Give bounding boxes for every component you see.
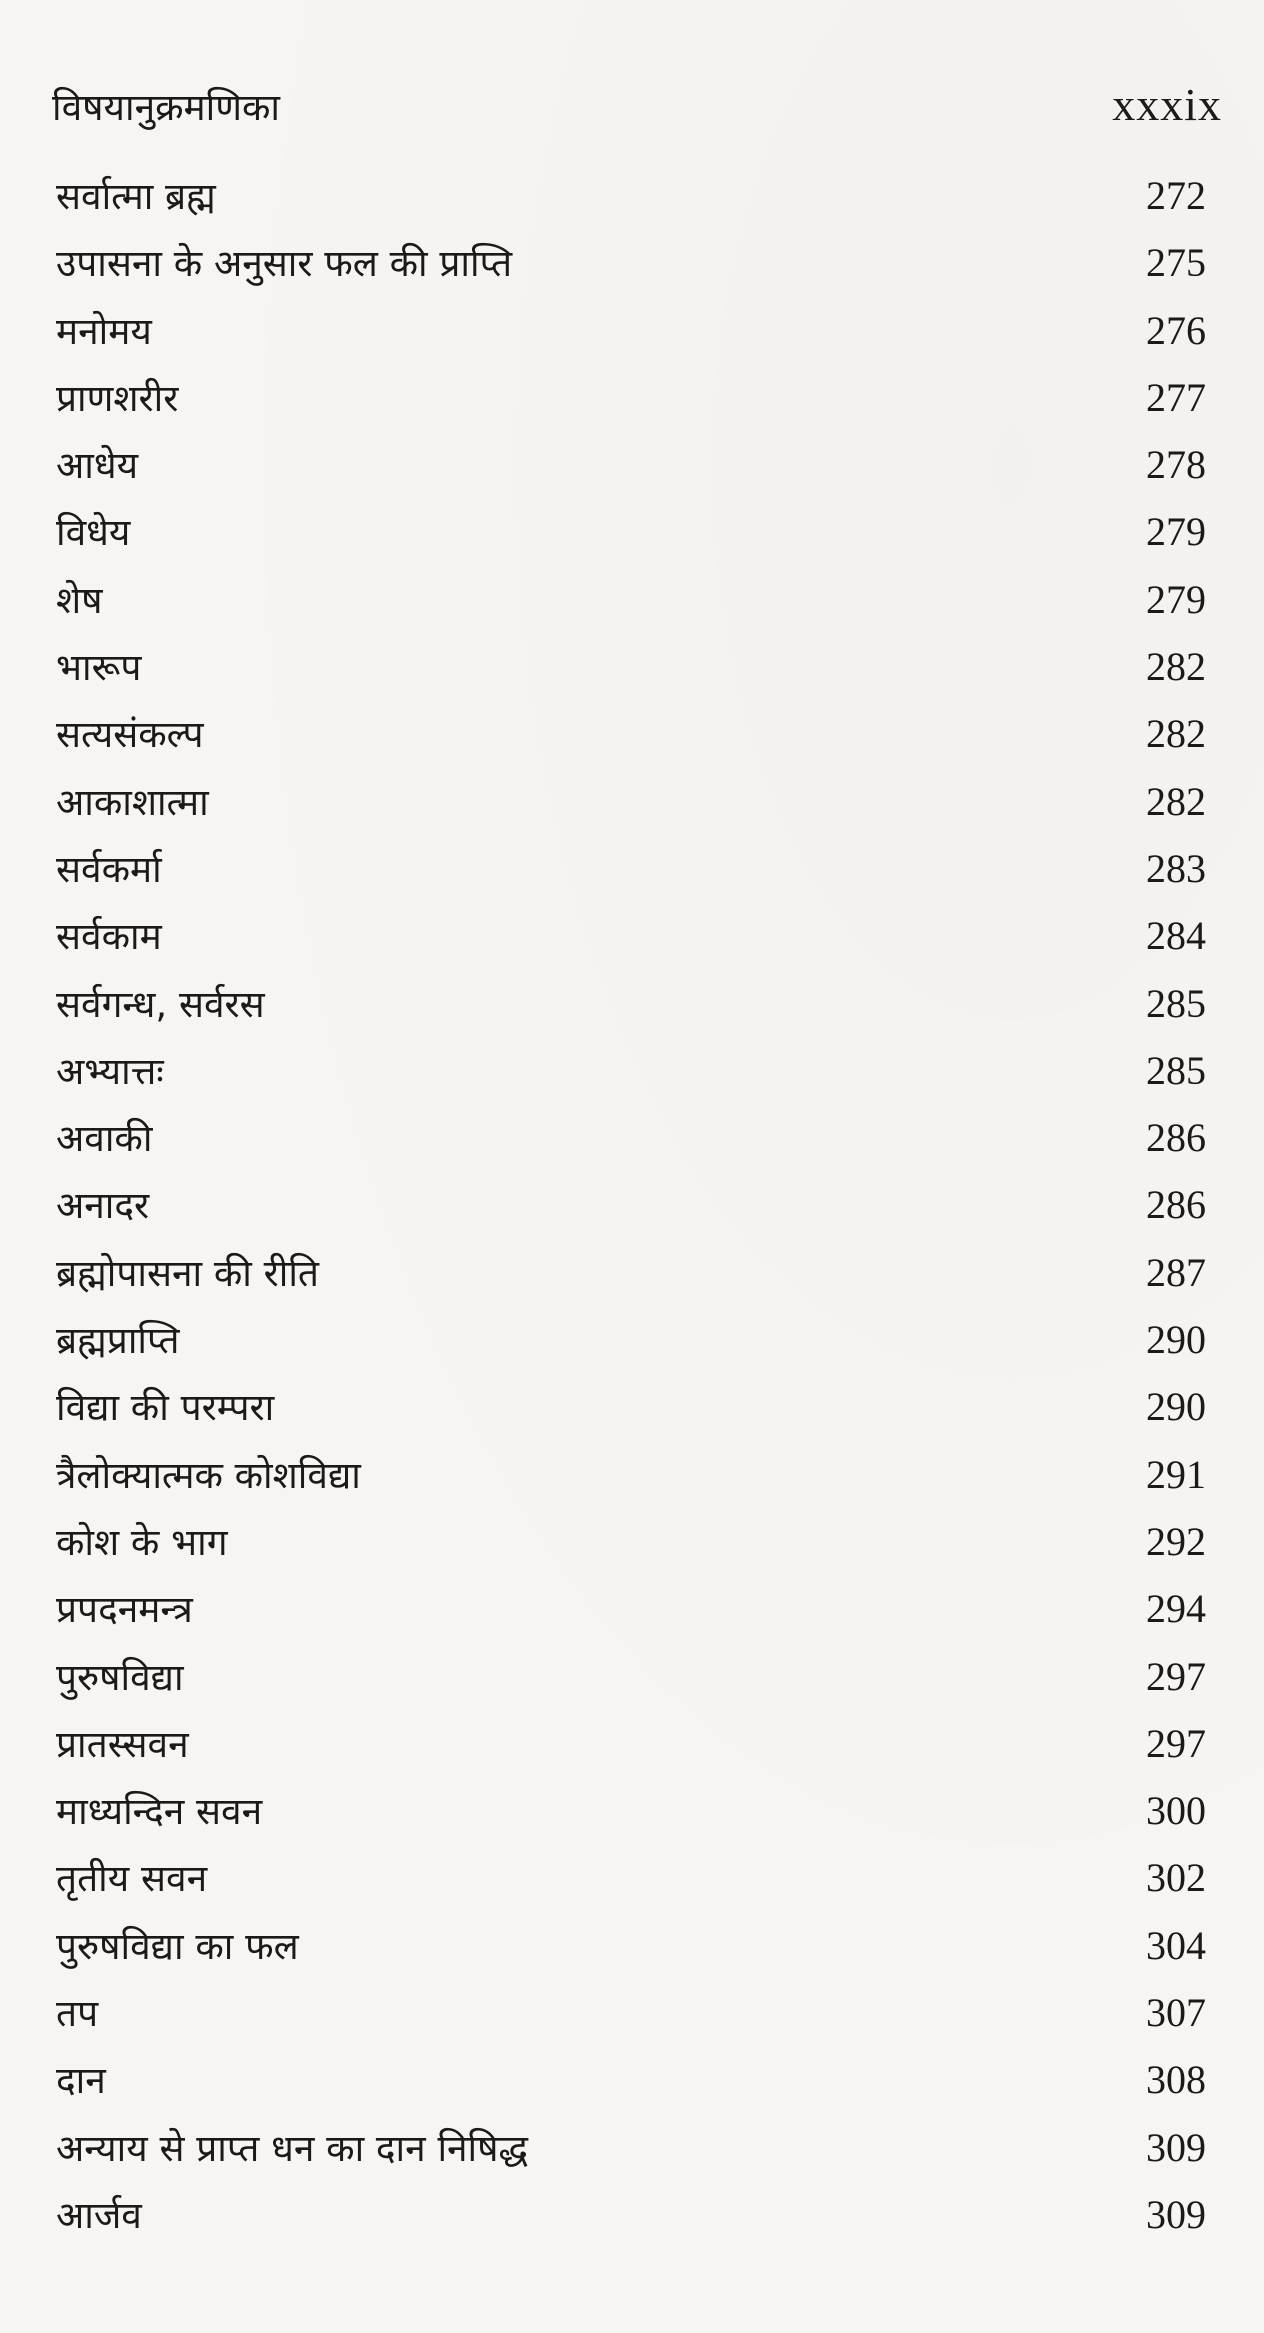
toc-entry-title: प्रातस्सवन bbox=[56, 1722, 189, 1766]
toc-entry-title: विद्या की परम्परा bbox=[56, 1386, 275, 1430]
toc-entry bbox=[56, 566, 1206, 633]
toc-entry-title: पुरुषविद्या bbox=[56, 1655, 184, 1699]
toc-entry bbox=[56, 1643, 1206, 1710]
toc-entry bbox=[56, 1037, 1206, 1104]
toc-entry-page: 282 bbox=[1146, 711, 1206, 757]
toc-entry-title: माध्यन्दिन सवन bbox=[56, 1790, 263, 1834]
toc-entry-title: प्रपदनमन्त्र bbox=[56, 1588, 193, 1632]
toc-entry-page: 307 bbox=[1146, 1990, 1206, 2036]
toc-entry-page: 275 bbox=[1146, 240, 1206, 286]
toc-entry-title: ब्रह्मोपासना की रीति bbox=[56, 1251, 319, 1295]
toc-entry-page: 277 bbox=[1146, 374, 1206, 420]
toc-entry bbox=[56, 229, 1206, 296]
toc-entry bbox=[56, 1777, 1206, 1844]
running-title: विषयानुक्रमणिका bbox=[52, 86, 280, 129]
toc-entry bbox=[56, 2046, 1206, 2113]
toc-entry bbox=[56, 700, 1206, 767]
toc-entry-page: 291 bbox=[1146, 1451, 1206, 1497]
toc-entry-title: सर्वकाम bbox=[56, 915, 162, 959]
toc-entry bbox=[56, 162, 1206, 229]
toc-entry-page: 286 bbox=[1146, 1182, 1206, 1228]
toc-entry-title: तृतीय सवन bbox=[56, 1857, 208, 1901]
toc-entry bbox=[56, 1441, 1206, 1508]
page-number: xxxix bbox=[1112, 79, 1222, 130]
toc-entry-title: शेष bbox=[56, 578, 103, 622]
toc-entry-title: अनादर bbox=[56, 1184, 150, 1228]
toc-entry bbox=[56, 1239, 1206, 1306]
toc-entry bbox=[56, 970, 1206, 1037]
toc-entry-title: दान bbox=[56, 2059, 106, 2103]
toc-entry-page: 284 bbox=[1146, 913, 1206, 959]
toc-entry-title: विधेय bbox=[56, 511, 131, 555]
toc-entry-page: 282 bbox=[1146, 644, 1206, 690]
toc-entry bbox=[56, 431, 1206, 498]
toc-entry-page: 309 bbox=[1146, 2191, 1206, 2237]
toc-entry-page: 300 bbox=[1146, 1788, 1206, 1834]
toc-entry bbox=[56, 902, 1206, 969]
toc-entry-page: 302 bbox=[1146, 1855, 1206, 1901]
toc-entry-page: 290 bbox=[1146, 1317, 1206, 1363]
toc-entry-title: आकाशात्मा bbox=[56, 780, 209, 824]
toc-entry-page: 292 bbox=[1146, 1518, 1206, 1564]
toc-entry bbox=[56, 2181, 1206, 2248]
toc-entry-title: भारूप bbox=[56, 646, 142, 690]
toc-entry bbox=[56, 1575, 1206, 1642]
toc-entry bbox=[56, 1912, 1206, 1979]
toc-entry-page: 309 bbox=[1146, 2124, 1206, 2170]
toc-entry-title: पुरुषविद्या का फल bbox=[56, 1924, 299, 1968]
toc-entry bbox=[56, 768, 1206, 835]
toc-entry-title: सर्वकर्मा bbox=[56, 847, 162, 891]
toc-entry bbox=[56, 297, 1206, 364]
toc-entry-title: अभ्यात्तः bbox=[56, 1049, 164, 1093]
toc-entry-title: आधेय bbox=[56, 444, 139, 488]
toc-entry bbox=[56, 1844, 1206, 1911]
toc-entry-title: प्राणशरीर bbox=[56, 376, 179, 420]
toc-entry bbox=[56, 1306, 1206, 1373]
toc-entry-page: 304 bbox=[1146, 1922, 1206, 1968]
toc-entry-title: कोश के भाग bbox=[56, 1520, 228, 1564]
toc-entry-page: 286 bbox=[1146, 1115, 1206, 1161]
table-of-contents bbox=[56, 162, 1206, 2248]
toc-entry bbox=[56, 1171, 1206, 1238]
toc-entry bbox=[56, 1373, 1206, 1440]
toc-entry-page: 297 bbox=[1146, 1720, 1206, 1766]
toc-entry-title: सत्यसंकल्प bbox=[56, 713, 204, 757]
toc-entry-title: ब्रह्मप्राप्ति bbox=[56, 1319, 180, 1363]
toc-entry-title: आर्जव bbox=[56, 2193, 142, 2237]
toc-entry-page: 290 bbox=[1146, 1384, 1206, 1430]
toc-entry-page: 282 bbox=[1146, 778, 1206, 824]
toc-entry-title: अवाकी bbox=[56, 1117, 153, 1161]
toc-entry-page: 285 bbox=[1146, 1047, 1206, 1093]
toc-entry bbox=[56, 1979, 1206, 2046]
toc-entry-page: 294 bbox=[1146, 1586, 1206, 1632]
toc-entry bbox=[56, 2114, 1206, 2181]
toc-entry bbox=[56, 1710, 1206, 1777]
toc-entry-page: 287 bbox=[1146, 1249, 1206, 1295]
toc-entry-title: उपासना के अनुसार फल की प्राप्ति bbox=[56, 242, 513, 286]
toc-entry-page: 308 bbox=[1146, 2057, 1206, 2103]
toc-entry-page: 297 bbox=[1146, 1653, 1206, 1699]
toc-entry-page: 278 bbox=[1146, 442, 1206, 488]
toc-entry bbox=[56, 1104, 1206, 1171]
toc-entry-title: तप bbox=[56, 1992, 99, 2036]
toc-entry-page: 272 bbox=[1146, 173, 1206, 218]
toc-entry-title: सर्वात्मा ब्रह्म bbox=[56, 175, 216, 218]
toc-entry bbox=[56, 835, 1206, 902]
toc-entry-page: 279 bbox=[1146, 576, 1206, 622]
page-header bbox=[52, 78, 1222, 138]
toc-entry-title: मनोमय bbox=[56, 309, 152, 353]
toc-entry-page: 283 bbox=[1146, 845, 1206, 891]
toc-entry-title: सर्वगन्ध, सर्वरस bbox=[56, 982, 265, 1026]
toc-entry-title: अन्याय से प्राप्त धन का दान निषिद्ध bbox=[56, 2126, 529, 2170]
toc-entry bbox=[56, 633, 1206, 700]
toc-entry-page: 276 bbox=[1146, 307, 1206, 353]
toc-entry bbox=[56, 1508, 1206, 1575]
toc-entry-page: 279 bbox=[1146, 509, 1206, 555]
toc-entry-title: त्रैलोक्यात्मक कोशविद्या bbox=[56, 1453, 361, 1497]
toc-entry bbox=[56, 498, 1206, 565]
toc-entry bbox=[56, 364, 1206, 431]
toc-entry-page: 285 bbox=[1146, 980, 1206, 1026]
